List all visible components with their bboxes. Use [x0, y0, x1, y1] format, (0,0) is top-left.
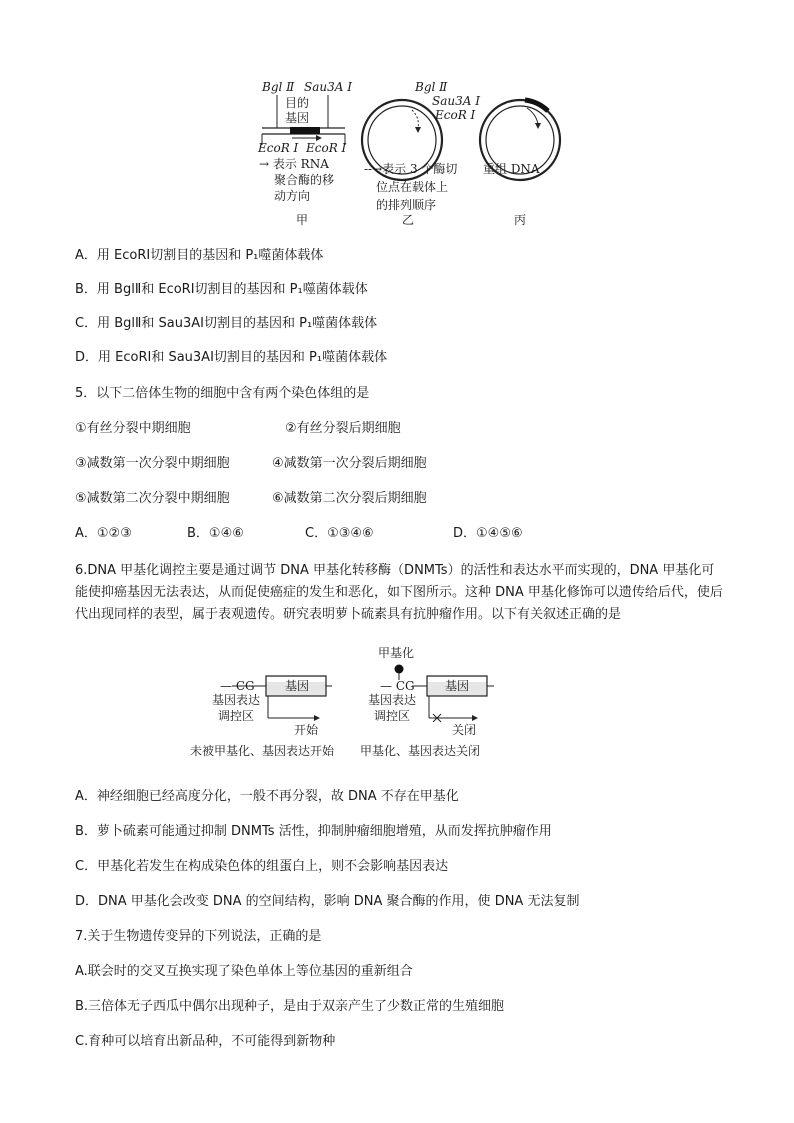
q5-option-a[interactable]: A．①②③: [75, 526, 132, 541]
label-start: 开始: [294, 723, 319, 737]
q7-option-c[interactable]: C.育种可以培育出新品种，不可能得到新物种: [75, 1034, 336, 1049]
q6-stem: 6.DNA 甲基化调控主要是通过调节 DNA 甲基化转移酶（DNMTs）的活性和表达水平而实现的，DNA 甲基化可能使抑癌基因无法表达，从而促使癌症的发生和恶化，如下图所示。这种 DNA 甲基化修饰可以遗传给后代，使后代出现同样的表型，属于表观遗传。研究表明萝卜硫素具有抗肿瘤作用。以下有关叙述正确的是: [75, 563, 723, 622]
label-cg-right-text: CG: [395, 679, 415, 693]
caption-yi: 乙: [402, 213, 415, 227]
label-region-right-2: 调控区: [374, 709, 411, 723]
label-region-left-1: 基因表达: [212, 693, 261, 707]
q5-item-1: ①有丝分裂中期细胞: [75, 421, 191, 436]
label-cg-right: — CG: [380, 679, 415, 693]
label-target-gene-1: 目的: [285, 96, 310, 110]
q6-option-d[interactable]: D．DNA 甲基化会改变 DNA 的空间结构，影响 DNA 聚合酶的作用，使 DNA 无法复制: [75, 894, 580, 909]
site-order-arrowhead: [415, 127, 421, 133]
label-sau3AI-b: Sau3A Ⅰ: [432, 94, 480, 108]
label-region-right-1: 基因表达: [368, 693, 417, 707]
legend-rna-polymerase-3: 动方向: [274, 189, 311, 203]
caption-unmethylated: 未被甲基化、基因表达开始: [190, 744, 335, 758]
recombinant-arrowhead: [535, 123, 541, 129]
q5-item-3: ③减数第一次分裂中期细胞: [75, 456, 230, 471]
q5-stem: 5．以下二倍体生物的细胞中含有两个染色体组的是: [75, 386, 370, 401]
legend-site-order-1: --→表示 3 个酶切: [364, 162, 458, 176]
label-close: 关闭: [452, 723, 477, 737]
label-ecoRI-left: EcoR Ⅰ: [258, 141, 299, 155]
label-ecoRI-right: EcoR Ⅰ: [306, 141, 347, 155]
q4-option-b[interactable]: B．用 BglⅡ和 EcoRⅠ切割目的基因和 P₁噬菌体载体: [75, 282, 368, 297]
q4-option-a[interactable]: A．用 EcoRⅠ切割目的基因和 P₁噬菌体载体: [75, 248, 324, 263]
label-sau3AI-a: Sau3A Ⅰ: [304, 80, 352, 94]
caption-methylated: 甲基化、基因表达关闭: [360, 744, 481, 758]
left-expression-arrowhead: [314, 715, 320, 721]
q5-option-d[interactable]: D．①④⑤⑥: [453, 526, 523, 541]
right-expression-arrowhead: [472, 715, 478, 721]
q5-item-6: ⑥减数第二次分裂后期细胞: [272, 491, 427, 506]
caption-jia: 甲: [296, 213, 309, 227]
q5-option-b[interactable]: B．①④⑥: [187, 526, 244, 541]
q4-option-c[interactable]: C．用 BglⅡ和 Sau3AⅠ切割目的基因和 P₁噬菌体载体: [75, 316, 378, 331]
q5-item-5: ⑤减数第二次分裂中期细胞: [75, 491, 230, 506]
label-gene-right: 基因: [445, 679, 470, 693]
label-ecoRI-b: EcoR Ⅰ: [435, 108, 476, 122]
q6-option-a[interactable]: A．神经细胞已经高度分化，一般不再分裂，故 DNA 不存在甲基化: [75, 789, 459, 804]
target-gene-block: [290, 127, 320, 134]
caption-bing: 丙: [514, 213, 527, 227]
q6-option-c[interactable]: C．甲基化若发生在构成染色体的组蛋白上，则不会影响基因表达: [75, 859, 449, 874]
label-gene-left: 基因: [285, 679, 310, 693]
label-cg-left-text: CG: [235, 679, 255, 693]
label-cg-left: — CG: [220, 679, 255, 693]
label-recombinant-dna: 重组 DNA: [483, 162, 540, 176]
q5-item-4: ④减数第一次分裂后期细胞: [272, 456, 427, 471]
q5-item-2: ②有丝分裂后期细胞: [285, 421, 401, 436]
label-target-gene-2: 基因: [285, 111, 310, 125]
q7-option-b[interactable]: B.三倍体无子西瓜中偶尔出现种子，是由于双亲产生了少数正常的生殖细胞: [75, 999, 505, 1014]
label-region-left-2: 调控区: [218, 709, 255, 723]
legend-rna-polymerase-2: 聚合酶的移: [274, 173, 335, 187]
q7-stem: 7.关于生物遗传变异的下列说法，正确的是: [75, 929, 322, 944]
methyl-group-dot: [395, 665, 404, 674]
q7-option-a[interactable]: A.联会时的交叉互换实现了染色单体上等位基因的重新组合: [75, 964, 413, 979]
label-bglII-a: Bgl Ⅱ: [262, 80, 295, 94]
legend-site-order-3: 的排列顺序: [376, 198, 437, 212]
legend-rna-polymerase-1: → 表示 RNA: [259, 157, 329, 171]
site-order-dashed-arrow: [412, 110, 418, 128]
label-methylation: 甲基化: [378, 646, 415, 660]
q6-option-b[interactable]: B．萝卜硫素可能通过抑制 DNMTs 活性，抑制肿瘤细胞增殖，从而发挥抗肿瘤作用: [75, 824, 552, 839]
legend-site-order-2: 位点在载体上: [376, 180, 449, 194]
q5-option-c[interactable]: C．①③④⑥: [305, 526, 374, 541]
label-bglII-b: Bgl Ⅱ: [415, 80, 448, 94]
q4-option-d[interactable]: D．用 EcoRⅠ和 Sau3AⅠ切割目的基因和 P₁噬菌体载体: [75, 350, 388, 365]
